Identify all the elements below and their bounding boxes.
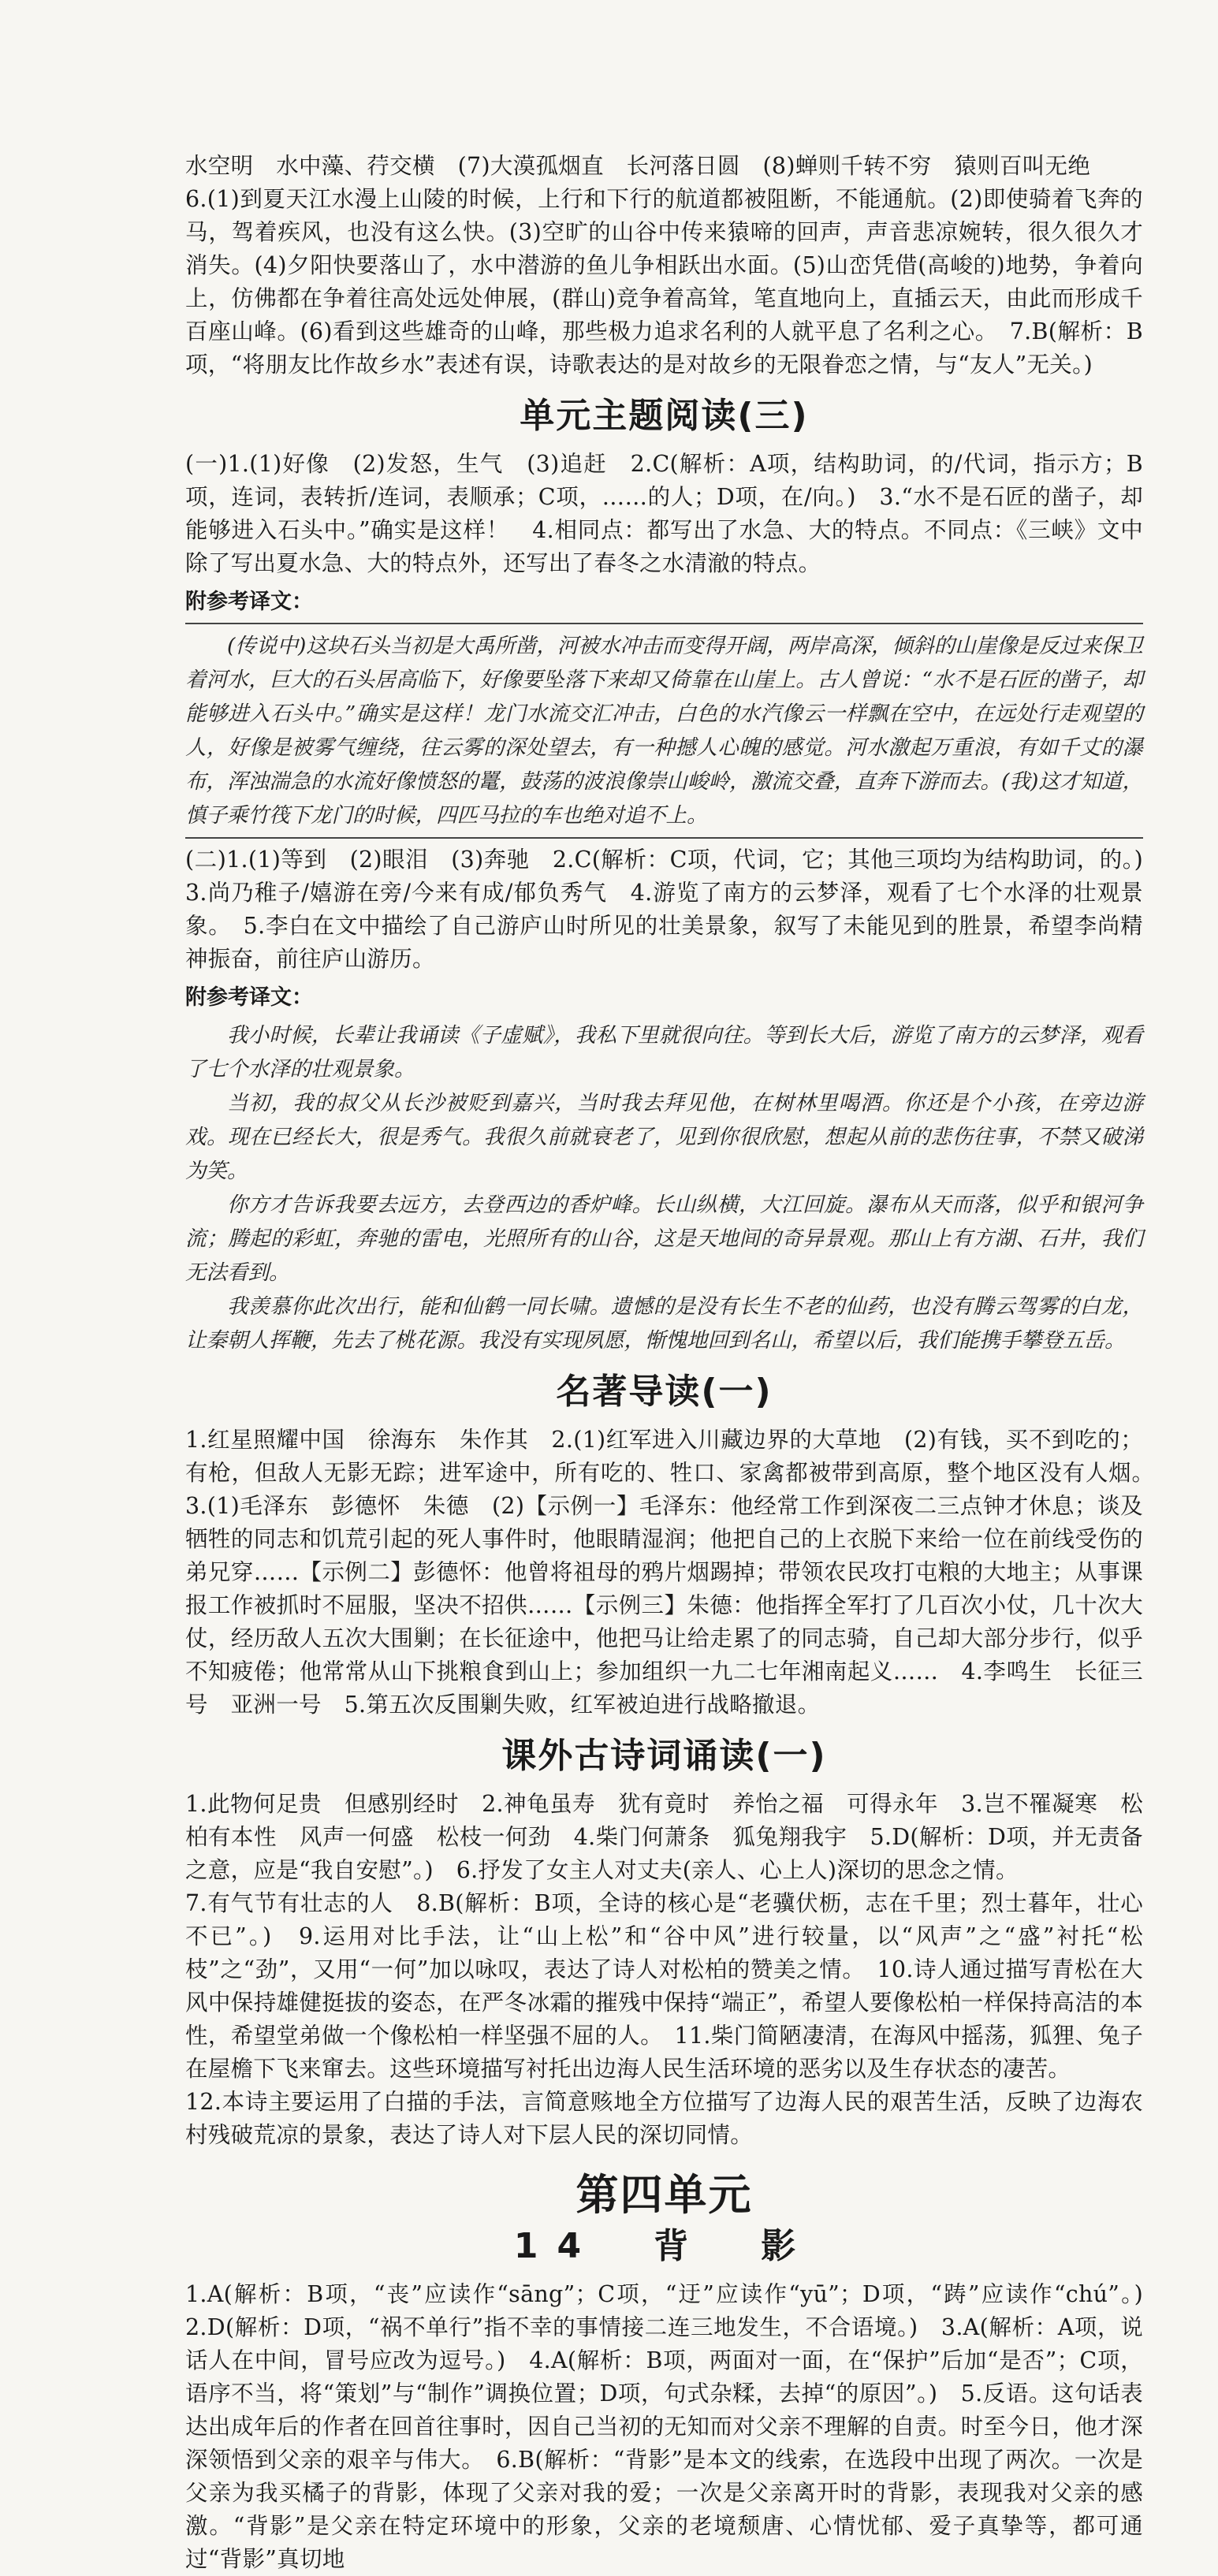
translation-box	[185, 623, 1143, 839]
translation-paragraph: 我羡慕你此次出行，能和仙鹤一同长啸。遗憾的是没有长生不老的仙药，也没有腾云驾雾的白龙，让秦朝人挥鞭，先去了桃花源。我没有实现夙愿，惭愧地回到名山，希望以后，我们能携手攀登五岳。	[185, 1294, 1143, 1353]
answer-paragraph: 1.红星照耀中国 徐海东 朱作其 2.(1)红军进入川藏边界的大草地 (2)有钱，买不到吃的；有枪，但敌人无影无踪；进军途中，所有吃的、牲口、家禽都被带到高原，整个地区没有人烟。 3.(1)毛泽东 彭德怀 朱德 (2)【示例一】毛泽东：他经常工作到深夜二三点钟才休息；谈及牺牲的同志和饥荒引起的死人事件时，他眼睛湿润；他把自己的上衣脱下来给一位在前线受伤的弟兄穿……【示例二】彭德怀：他曾将祖母的鸦片烟踢掉；带领农民攻打屯粮的大地主；从事课报工作被抓时不屈服，坚决不招供……【示例三】朱德：他指挥全军打了几百次小仗，几十次大仗，经历敌人五次大围剿；在长征途中，他把马让给走累了的同志骑，自己却大部分步行，似乎不知疲倦；他常常从山下挑粮食到山上；参加组织一九二七年湘南起义…… 4.李鸣生 长征三号 亚洲一号 5.第五次反围剿失败，红军被迫进行战略撤退。	[185, 1427, 1166, 1718]
translation-label: 附参考译文：	[185, 590, 313, 614]
translation-paragraph: 我小时候，长辈让我诵读《子虚赋》，我私下里就很向往。等到长大后，游览了南方的云梦泽，观看了七个水泽的壮观景象。	[185, 1023, 1143, 1081]
answer-paragraph: 水空明 水中藻、荇交横 (7)大漠孤烟直 长河落日圆 (8)蝉则千转不穷 猿则百叫无绝	[185, 153, 1091, 179]
answer-paragraph: (一)1.(1)好像 (2)发怒，生气 (3)追赶 2.C(解析：A项，结构助词，的/代词，指示方；B项，连词，表转折/连词，表顺承；C项，……的人；D项，在/向。) 3.“水不是石匠的凿子，却能够进入石头中。”确实是这样！ 4.相同点：都写出了水急、大的特点。不同点：《三峡》文中除了写出夏水急、大的特点外，还写出了春冬之水清澈的特点。	[185, 451, 1143, 576]
lesson-heading: 14 背 影	[513, 2226, 815, 2266]
answer-paragraph: 1.此物何足贵 但感别经时 2.神龟虽寿 犹有竟时 养怡之福 可得永年 3.岂不罹凝寒 松柏有本性 风声一何盛 松枝一何劲 4.柴门何萧条 狐兔翔我宇 5.D(解析：D项，并无责备之意，应是“我自安慰”。) 6.抒发了女主人对丈夫(亲人、心上人)深切的思念之情。	[185, 1791, 1143, 1883]
answer-paragraph: 6.(1)到夏天江水漫上山陵的时候，上行和下行的航道都被阻断，不能通航。(2)即使骑着飞奔的马，驾着疾风，也没有这么快。(3)空旷的山谷中传来猿啼的回声，声音悲凉婉转，很久很久才消失。(4)夕阳快要落山了，水中潜游的鱼儿争相跃出水面。(5)山峦凭借(高峻的)地势，争着向上，仿佛都在争着往高处远处伸展，(群山)竞争着高耸，笔直地向上，直插云天，由此而形成千百座山峰。(6)看到这些雄奇的山峰，那些极力追求名利的人就平息了名利之心。 7.B(解析：B项，“将朋友比作故乡水”表述有误，诗歌表达的是对故乡的无限眷恋之情，与“友人”无关。)	[185, 186, 1143, 378]
answer-paragraph: (二)1.(1)等到 (2)眼泪 (3)奔驰 2.C(解析：C项，代词，它；其他三项均为结构助词，的。) 3.尚乃稚子/嬉游在旁/今来有成/郁负秀气 4.游览了南方的云梦泽，观看了七个水泽的壮观景象。 5.李白在文中描绘了自己游庐山时所见的壮美景象，叙写了未能见到的胜景，希望李尚精神振奋，前往庐山游历。	[185, 847, 1166, 972]
answer-paragraph: 7.有气节有壮志的人 8.B(解析：B项，全诗的核心是“老骥伏枥，志在千里；烈士暮年，壮心不已”。) 9.运用对比手法，让“山上松”和“谷中风”进行较量，以“风声”之“盛”衬托“松枝”之“劲”，又用“一何”加以咏叹，表达了诗人对松柏的赞美之情。 10.诗人通过描写青松在大风中保持雄健挺拔的姿态，在严冬冰霜的摧残中保持“端正”，希望人要像松柏一样保持高洁的本性，希望堂弟做一个像松柏一样坚强不屈的人。 11.柴门简陋凄清，在海风中摇荡，狐狸、兔子在屋檐下飞来窜去。这些环境描写衬托出边海人民生活环境的恶劣以及生存状态的凄苦。	[185, 1890, 1143, 2082]
translation-label: 附参考译文：	[185, 985, 313, 1010]
answer-paragraph: 1.A(解析：B项，“丧”应读作“sāng”；C项，“迂”应读作“yū”；D项，“踌”应读作“chú”。) 2.D(解析：D项，“祸不单行”指不幸的事情接二连三地发生，不合语境。) 3.A(解析：A项，说话人在中间，冒号应改为逗号。) 4.A(解析：B项，两面对一面，在“保护”后加“是否”；C项，语序不当，将“策划”与“制作”调换位置；D项，句式杂糅，去掉“的原因”。) 5.反语。这句话表达出成年后的作者在回首往事时，因自己当初的无知而对父亲不理解的自责。时至今日，他才深深领悟到父亲的艰辛与伟大。 6.B(解析：“背影”是本文的线索，在选段中出现了两次。一次是父亲为我买橘子的背影，体现了父亲对我的爱；一次是父亲离开时的背影，表现我对父亲的感激。“背影”是父亲在特定环境中的形象，父亲的老境颓唐、心情忧郁、爱子真挚等，都可通过“背影”真切地	[185, 2281, 1166, 2572]
translation-paragraph: (传说中)这块石头当初是大禹所凿，河被水冲击而变得开阔，两岸高深，倾斜的山崖像是反过来保卫着河水，巨大的石头居高临下，好像要坠落下来却又倚靠在山崖上。古人曾说：“水不是石匠的凿子，却能够进入石头中。”确实是这样！龙门水流交汇冲击，白色的水汽像云一样飘在空中，在远处行走观望的人，好像是被雾气缠绕，往云雾的深处望去，有一种撼人心魄的感觉。河水激起万重浪，有如千丈的瀑布，浑浊湍急的水流好像愤怒的鼍，鼓荡的波浪像崇山峻岭，激流交叠，直奔下游而去。(我)这才知道，慎子乘竹筏下龙门的时候，四匹马拉的车也绝对追不上。	[185, 634, 1143, 828]
translation-paragraph: 你方才告诉我要去远方，去登西边的香炉峰。长山纵横，大江回旋。瀑布从天而落，似乎和银河争流；腾起的彩虹，奔驰的雷电，光照所有的山谷，这是天地间的奇异景观。那山上有方湖、石井，我们无法看到。	[185, 1193, 1143, 1285]
unit-heading: 第四单元	[575, 2170, 753, 2220]
section-heading: 单元主题阅读(三)	[520, 396, 809, 436]
section-heading: 名著导读(一)	[556, 1372, 773, 1412]
section-heading: 课外古诗词诵读(一)	[501, 1736, 827, 1776]
translation-paragraph: 当初，我的叔父从长沙被贬到嘉兴，当时我去拜见他，在树林里喝酒。你还是个小孩，在旁边游戏。现在已经长大，很是秀气。我很久前就衰老了，见到你很欣慰，想起从前的悲伤往事，不禁又破涕为笑。	[185, 1091, 1143, 1183]
answer-paragraph: 12.本诗主要运用了白描的手法，言简意赅地全方位描写了边海人民的艰苦生活，反映了边海农村残破荒凉的景象，表达了诗人对下层人民的深切同情。	[185, 2089, 1143, 2148]
